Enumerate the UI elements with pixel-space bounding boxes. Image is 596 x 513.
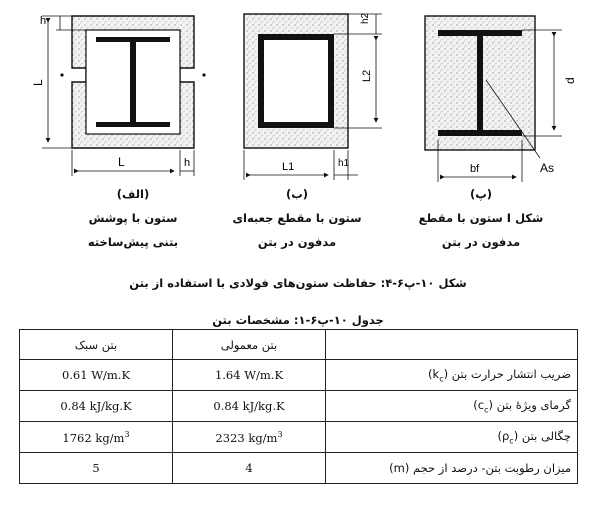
- figure-title: شکل ۱۰-پ۶-۴: حفاظت ستون‌های فولادی با استفاده از بتن: [129, 276, 467, 290]
- cell-normal: 2323 $kg/m^3$: [173, 422, 326, 453]
- cell-light: 0.61 W/m.K: [20, 360, 173, 391]
- cell-light: 5: [20, 453, 173, 484]
- caption-c-letter: (پ): [469, 187, 493, 201]
- table-row: [20, 391, 578, 422]
- diagram-box-section: [244, 14, 382, 180]
- dim-a-h-bottom: h: [184, 157, 191, 169]
- dim-b-l1: L1: [282, 161, 295, 173]
- caption-a: [58, 185, 208, 251]
- caption-a-letter: (الف): [116, 187, 150, 201]
- dim-b-l2: L2: [361, 69, 373, 82]
- dim-c-as: As: [540, 161, 555, 175]
- table-row: [20, 422, 578, 453]
- dim-b-h1: h1: [338, 158, 350, 169]
- cell-normal: 1.64 W/m.K: [173, 360, 326, 391]
- table-header-row: [20, 330, 578, 360]
- figure-diagrams: [0, 0, 596, 200]
- caption-b-line1: ستون با مقطع جعبه‌ای: [232, 211, 362, 225]
- dim-c-bf: bf: [470, 163, 480, 175]
- table-row: [20, 360, 578, 391]
- dim-b-h2: h2: [360, 12, 371, 24]
- table-row: [20, 453, 578, 484]
- cell-normal: 4: [173, 453, 326, 484]
- caption-a-line1: ستون با پوشش: [88, 211, 178, 225]
- header-property: [326, 330, 578, 360]
- table-title: جدول ۱۰-پ۶-۱: مشخصات بتن: [212, 313, 384, 327]
- cell-light: 1762 $kg/m^3$: [20, 422, 173, 453]
- cell-property: میزان رطوبت بتن- درصد از حجم (m): [326, 453, 578, 484]
- caption-c-line1: ستون با مقطع I شکل: [418, 211, 544, 225]
- caption-a-line2: بتنی پیش‌ساخته: [87, 235, 179, 249]
- dim-a-l-side: L: [31, 79, 45, 86]
- caption-b-line2: مدفون در بتن: [257, 235, 337, 249]
- cell-property: ضریب انتشار حرارت بتن $(k_c)$: [326, 360, 578, 391]
- caption-c: [406, 185, 556, 251]
- dim-c-d: d: [563, 77, 577, 84]
- concrete-properties-table: [19, 329, 578, 484]
- diagram-i-section: [425, 16, 562, 182]
- cell-property: گرمای ویژهٔ بتن $(c_c)$: [326, 391, 578, 422]
- caption-b-letter: (ب): [285, 187, 309, 201]
- caption-b: [222, 185, 372, 251]
- dim-a-l-bottom: L: [118, 155, 125, 169]
- cell-property: چگالی بتن $(\rho_c)$: [326, 422, 578, 453]
- diagram-precast-cover: [42, 16, 206, 176]
- caption-c-line2: مدفون در بتن: [441, 235, 521, 249]
- cell-normal: 0.84 kJ/kg.K: [173, 391, 326, 422]
- header-normal-concrete: بتن معمولی: [173, 330, 326, 360]
- dim-a-h-top: h: [40, 15, 47, 27]
- header-light-concrete: بتن سبک: [20, 330, 173, 360]
- cell-light: 0.84 kJ/kg.K: [20, 391, 173, 422]
